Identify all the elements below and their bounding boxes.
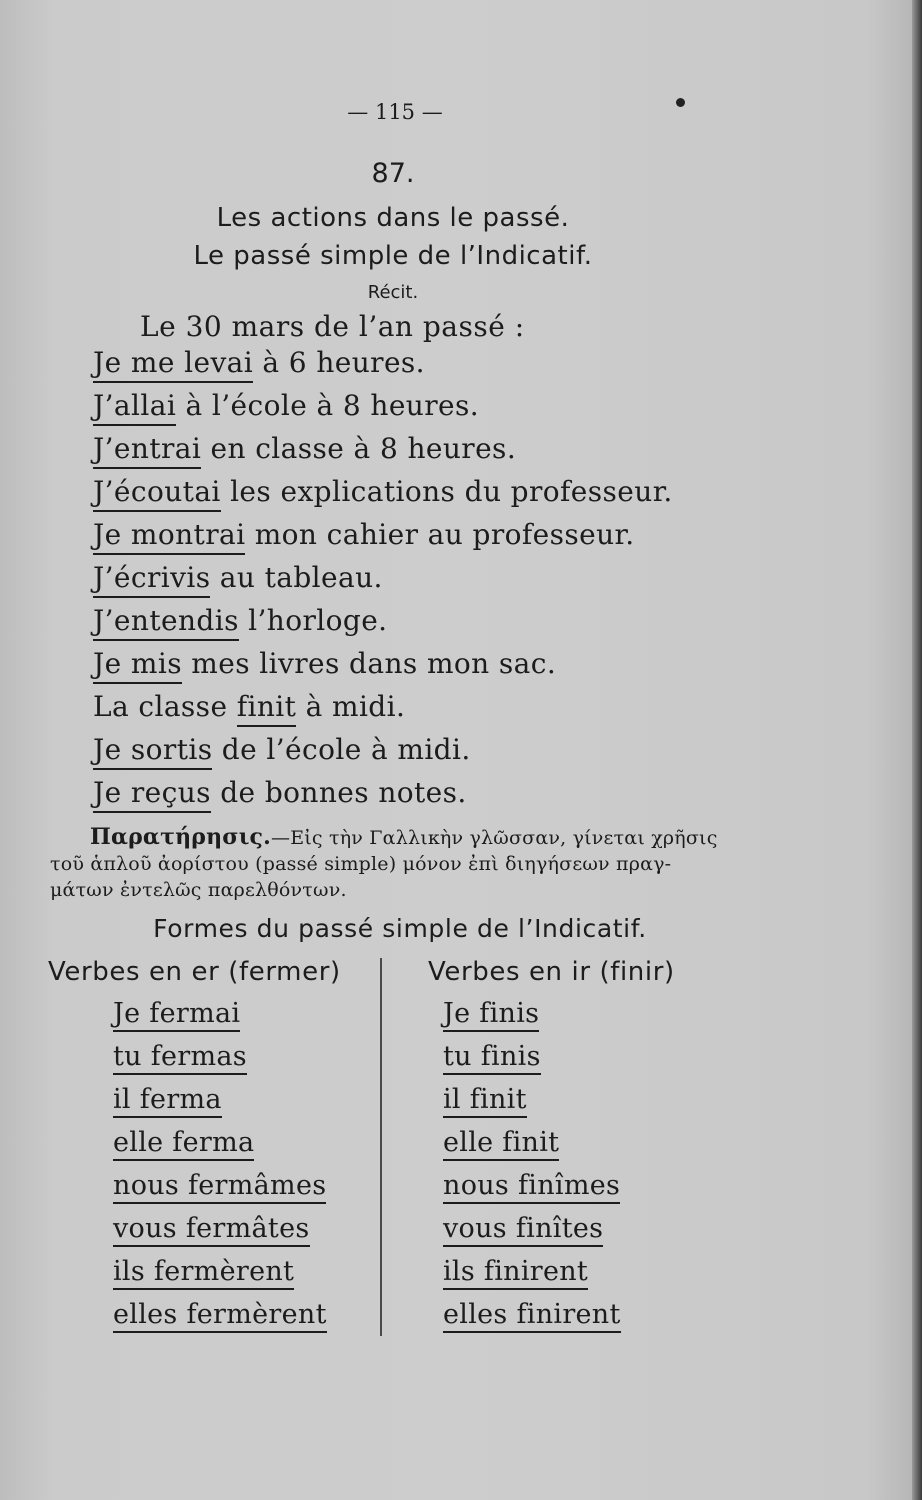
lesson-subtitle: Récit. xyxy=(367,282,419,303)
sentence-verb: J’entendis xyxy=(93,604,239,641)
page-spine-edge xyxy=(912,0,922,1500)
sentence xyxy=(93,733,471,766)
conjugation-form: nous finîmes xyxy=(443,1170,620,1204)
sentence xyxy=(93,346,425,379)
sentence xyxy=(93,432,516,465)
conjugation-form: nous fermâmes xyxy=(113,1170,326,1204)
conjugation-form: ils finirent xyxy=(443,1256,588,1290)
conjugation-form: elle ferma xyxy=(113,1127,254,1161)
sentence xyxy=(93,475,673,508)
sentence-rest: à midi. xyxy=(296,690,406,723)
remark-line2: τοῦ ἁπλοῦ ἀορίστου (passé simple) μόνον ἐπὶ διηγήσεων πραγ- xyxy=(50,853,672,875)
column-right-heading: Verbes en ir (finir) xyxy=(428,957,675,987)
forms-title: Formes du passé simple de l’Indicatif. xyxy=(153,914,647,943)
sentence-verb: Je mis xyxy=(93,647,182,684)
conjugation-form: Je fermai xyxy=(113,998,240,1032)
sentence xyxy=(93,776,467,809)
lesson-title-line1: Les actions dans le passé. xyxy=(216,203,570,233)
conjugation-form: il ferma xyxy=(113,1084,222,1118)
column-divider xyxy=(380,958,382,1336)
sentence xyxy=(93,604,387,637)
page-number: — 115 — xyxy=(347,100,443,124)
sentence-verb: Je me levai xyxy=(93,346,253,383)
lesson-number: 87. xyxy=(371,158,415,189)
sentence-rest: à 6 heures. xyxy=(253,346,425,379)
sentence-verb: Je montrai xyxy=(93,518,245,555)
conjugation-form: vous fermâtes xyxy=(113,1213,310,1247)
conjugation-form: Je finis xyxy=(443,998,539,1032)
sentence xyxy=(93,518,635,551)
sentence-verb: Je sortis xyxy=(93,733,212,770)
remark-label: Παρατήρησις. xyxy=(90,824,272,850)
sentence-verb: J’allai xyxy=(93,389,176,426)
sentence-rest: au tableau. xyxy=(210,561,383,594)
remark-line1 xyxy=(90,824,718,850)
sentence-rest: en classe à 8 heures. xyxy=(201,432,517,465)
sentence xyxy=(93,561,383,594)
conjugation-form: vous finîtes xyxy=(443,1213,603,1247)
sentence-verb: J’écoutai xyxy=(93,475,221,512)
conjugation-form: elles fermèrent xyxy=(113,1299,327,1333)
sentence-verb: J’entrai xyxy=(93,432,201,469)
sentence-verb: J’écrivis xyxy=(93,561,210,598)
remark-line3: μάτων ἐντελῶς παρελθόντων. xyxy=(50,879,347,901)
story-intro: Le 30 mars de l’an passé : xyxy=(140,310,525,343)
column-left-heading: Verbes en er (fermer) xyxy=(48,957,341,987)
conjugation-form: tu finis xyxy=(443,1041,541,1075)
conjugation-form: ils fermèrent xyxy=(113,1256,294,1290)
conjugation-form: elle finit xyxy=(443,1127,559,1161)
conjugation-form: il finit xyxy=(443,1084,527,1118)
sentence-rest: à l’école à 8 heures. xyxy=(176,389,480,422)
conjugation-form: tu fermas xyxy=(113,1041,247,1075)
sentence-rest: mon cahier au professeur. xyxy=(245,518,635,551)
sentence-rest: de l’école à midi. xyxy=(212,733,471,766)
sentence-rest: de bonnes notes. xyxy=(210,776,467,809)
sentence-verb: finit xyxy=(237,690,297,727)
remark-text: —Εἰς τὴν Γαλλικὴν γλῶσσαν, γίνεται χρῆσις xyxy=(271,827,718,849)
sentence xyxy=(93,647,556,680)
sentence-rest: les explications du professeur. xyxy=(220,475,673,508)
lesson-title-line2: Le passé simple de l’Indicatif. xyxy=(193,241,593,271)
sentence-rest: l’horloge. xyxy=(238,604,388,637)
conjugation-form: elles finirent xyxy=(443,1299,621,1333)
sentence-verb: Je reçus xyxy=(93,776,211,813)
sentence xyxy=(93,389,479,422)
sentence xyxy=(93,690,405,723)
sentence-pre: La classe xyxy=(93,690,237,723)
sentence-rest: mes livres dans mon sac. xyxy=(181,647,557,680)
